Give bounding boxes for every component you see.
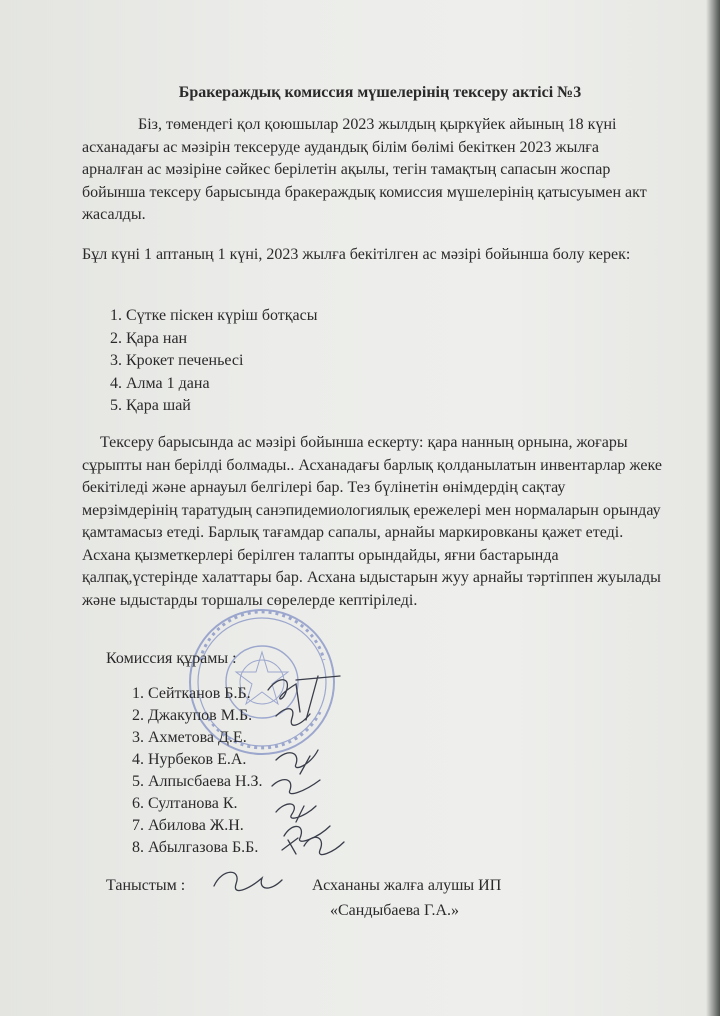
member-item: 1. Сейтканов Б.Б. [148, 683, 263, 705]
page-edge-shadow [706, 0, 720, 1016]
findings-paragraph: Тексеру барысында ас мәзірі бойынша ескерту: қара нанның орнына, жоғары сұрыпты нан берілді болмады.. Асханадағы барлық қолданылатын инвентарлар жеке бекітіледі және арнауыл белгілері бар. Тез бүлінетін өнімдердің сақтау мерзімдерінің таратудың санэпидемиологиялық ережелері мен нормаларын орындау қамтамасыз етеді. Барлық тағамдар сапалы, арнайы маркировканы қажет етеді. Асхана қызметкерлері берілген талапты орындайды, яғни бастарында қалпақ,үстерінде халаттары бар. Асхана ыдыстарын жуу арнайы тәртіппен жуылады және ыдыстарды торшалы сөрелерде кептіріледі. [82, 434, 662, 609]
member-item: 6. Султанова К. [148, 793, 263, 815]
document-title: Бракераждық комиссия мүшелерінің тексеру актісі №3 [178, 84, 582, 101]
menu-intro-paragraph: Бұл күні 1 аптаның 1 күні, 2023 жылға бекітілген ас мәзірі бойынша болу керек: [82, 246, 631, 263]
commission-members-list [106, 683, 263, 859]
member-item: 2. Джакупов М.Б. [148, 705, 263, 727]
member-item: 8. Абылгазова Б.Б. [148, 837, 263, 859]
commission-title: Комиссия құрамы : [106, 650, 237, 667]
member-item: 5. Алпысбаева Н.З. [148, 771, 263, 793]
member-item: 4. Нурбеков Е.А. [148, 749, 263, 771]
menu-item: 2. Қара нан [126, 328, 317, 351]
member-item: 3. Ахметова Д.Е. [148, 727, 263, 749]
menu-item: 4. Алма 1 дана [126, 373, 317, 396]
menu-item: 5. Қара шай [126, 395, 317, 418]
menu-item: 1. Сүтке піскен күріш ботқасы [126, 305, 317, 328]
tenant-label: Асхананы жалға алушы ИП [312, 877, 502, 894]
member-item: 7. Абилова Ж.Н. [148, 815, 263, 837]
menu-item: 3. Крокет печеньесі [126, 350, 317, 373]
intro-paragraph: Біз, төмендегі қол қоюшылар 2023 жылдың қыркүйек айының 18 күні асханадағы ас мәзірін тексеруде аудандық білім бөлімі бекіткен 2023 жылға арналған ас мәзіріне сәйкес берілетін ақылы, тегін тамақтың сапасын жоспар бойынша тексеру барысында бракераждық комиссия мүшелерінің қатысуымен акт жасалды. [82, 116, 647, 223]
tenant-name: «Сандыбаева Г.А.» [330, 902, 460, 919]
familiarized-label: Таныстым : [106, 877, 186, 894]
